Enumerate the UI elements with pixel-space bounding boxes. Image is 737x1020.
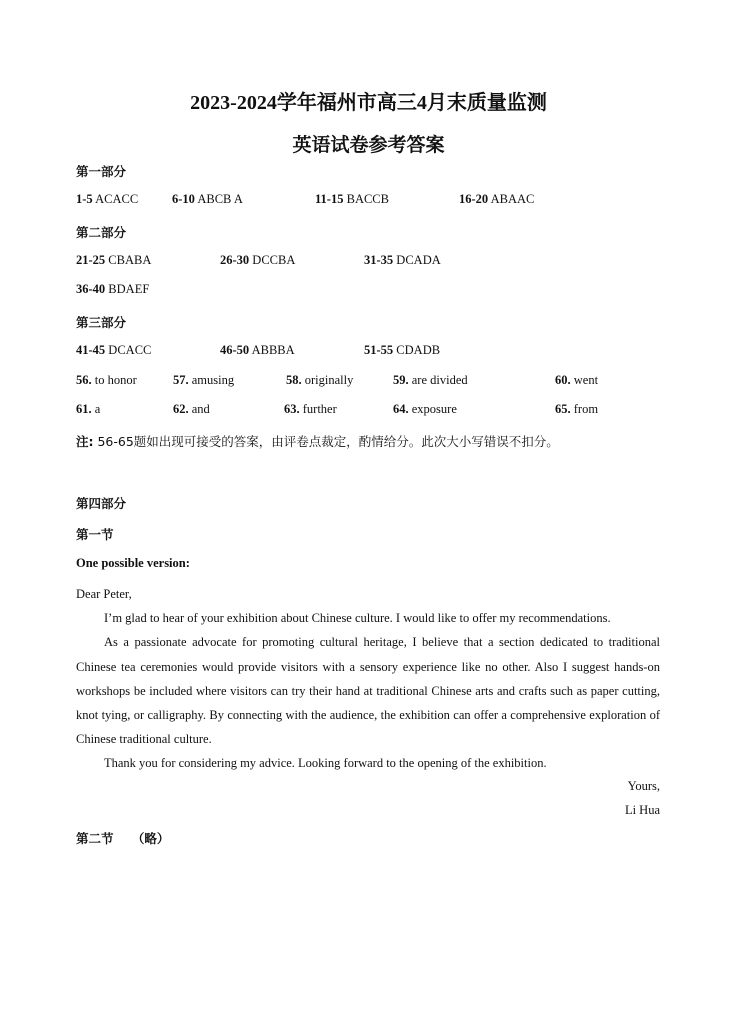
- answer-group: [284, 402, 337, 417]
- answer-value: DCCBA: [252, 253, 296, 267]
- answer-number: 57.: [173, 373, 189, 387]
- answer-value: to honor: [94, 373, 137, 387]
- answer-group: [76, 373, 137, 388]
- answer-number: 46-50: [220, 343, 250, 357]
- letter-greeting: Dear Peter,: [76, 587, 132, 601]
- answer-group: [76, 343, 151, 358]
- answer-number: 61.: [76, 402, 92, 416]
- answer-group: [220, 343, 295, 358]
- answer-group: [364, 343, 440, 358]
- answer-group: [172, 192, 243, 207]
- answer-group: [220, 253, 295, 268]
- answer-value: DCADA: [396, 253, 441, 267]
- sample-letter: [76, 582, 660, 776]
- scoring-note: [76, 432, 559, 450]
- answer-value: amusing: [191, 373, 235, 387]
- answer-number: 1-5: [76, 192, 93, 206]
- answer-value: originally: [304, 373, 354, 387]
- answer-number: 31-35: [364, 253, 394, 267]
- answer-group: [393, 373, 468, 388]
- answer-number: 62.: [173, 402, 189, 416]
- answer-number: 60.: [555, 373, 571, 387]
- answer-number: 21-25: [76, 253, 106, 267]
- answer-value: exposure: [411, 402, 457, 416]
- answer-number: 16-20: [459, 192, 489, 206]
- answer-group: [173, 373, 234, 388]
- answer-value: BACCB: [346, 192, 389, 206]
- answer-number: 51-55: [364, 343, 394, 357]
- answer-value: went: [573, 373, 599, 387]
- answer-group: [76, 253, 151, 268]
- answer-value: DCACC: [108, 343, 152, 357]
- answer-number: 56.: [76, 373, 92, 387]
- section1-heading: 第一节: [76, 527, 114, 542]
- answer-number: 41-45: [76, 343, 106, 357]
- answer-number: 58.: [286, 373, 302, 387]
- answer-value: BDAEF: [108, 282, 150, 296]
- part3-answers-row: [76, 373, 676, 391]
- note-label: 注:: [76, 434, 94, 449]
- answer-number: 36-40: [76, 282, 106, 296]
- part1-heading: 第一部分: [76, 164, 127, 179]
- answer-number: 64.: [393, 402, 409, 416]
- answer-value: are divided: [411, 373, 468, 387]
- answer-value: ACACC: [95, 192, 139, 206]
- answer-group: [173, 402, 210, 417]
- answer-number: 65.: [555, 402, 571, 416]
- answer-group: [286, 373, 353, 388]
- part4-heading: 第四部分: [76, 496, 127, 511]
- letter-signature: Li Hua: [624, 803, 660, 817]
- part2-answers-row: [76, 282, 676, 300]
- note-text: 56-65题如出现可接受的答案，由评卷点裁定，酌情给分。此次大小写错误不扣分。: [97, 434, 559, 449]
- answer-value: ABAAC: [490, 192, 535, 206]
- answer-value: CBABA: [108, 253, 152, 267]
- letter-paragraph: Thank you for considering my advice. Looking forward to the opening of the exhibition.: [104, 756, 547, 771]
- answer-value: further: [302, 402, 337, 416]
- letter-paragraph: I’m glad to hear of your exhibition about Chinese culture. I would like to offer my recommendations.: [104, 611, 611, 626]
- answer-group: [555, 373, 598, 388]
- answer-group: [76, 402, 100, 417]
- answer-group: [315, 192, 389, 207]
- answer-group: [364, 253, 441, 268]
- answer-group: [76, 282, 149, 297]
- section2-heading: [76, 829, 169, 847]
- answer-value: a: [94, 402, 101, 416]
- version-label: One possible version:: [76, 556, 190, 570]
- part3-heading: 第三部分: [76, 315, 127, 330]
- answer-group: [76, 192, 138, 207]
- answer-number: 11-15: [315, 192, 344, 206]
- letter-closing: Yours,: [627, 779, 660, 793]
- answer-value: CDADB: [396, 343, 441, 357]
- answer-value: ABCB A: [197, 192, 243, 206]
- document-title: 2023-2024学年福州市高三4月末质量监测: [190, 92, 547, 114]
- answer-group: [393, 402, 457, 417]
- part1-answers-row: [76, 192, 676, 210]
- letter-paragraph: As a passionate advocate for promoting cultural heritage, I believe that a section dedicated to traditional Chinese tea ceremonies would provide visitors with a sensory experience like no other. Also I suggest hands-on workshops be included where visitors can try their hand at traditional Chinese arts and crafts such as paper cutting, knot tying, or calligraphy. By connecting with the audience, the exhibition can offer a comprehensive exploration of Chinese traditional culture.: [76, 635, 660, 747]
- answer-group: [555, 402, 598, 417]
- answer-number: 59.: [393, 373, 409, 387]
- answer-number: 26-30: [220, 253, 250, 267]
- document-subtitle: 英语试卷参考答案: [292, 135, 445, 156]
- answer-value: from: [573, 402, 599, 416]
- answer-number: 6-10: [172, 192, 195, 206]
- part3-answers-row: [76, 402, 676, 420]
- part2-answers-row: [76, 253, 676, 271]
- part2-heading: 第二部分: [76, 225, 127, 240]
- answer-number: 63.: [284, 402, 300, 416]
- answer-value: ABBBA: [251, 343, 295, 357]
- section2-note: （略）: [131, 831, 170, 846]
- answer-value: and: [191, 402, 210, 416]
- answer-group: [459, 192, 534, 207]
- part3-answers-row: [76, 343, 676, 361]
- section2-title: 第二节: [76, 831, 114, 846]
